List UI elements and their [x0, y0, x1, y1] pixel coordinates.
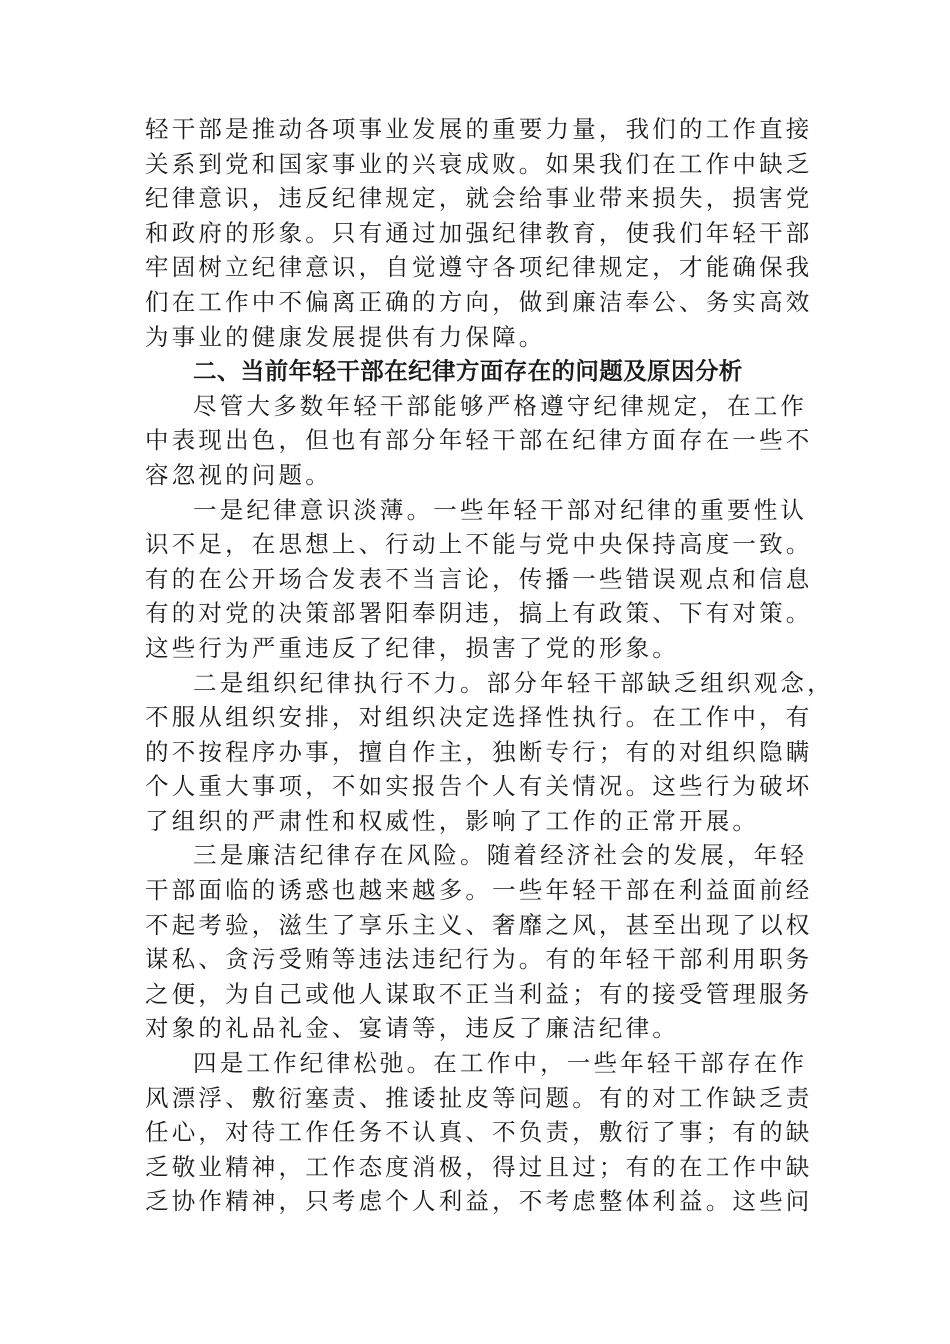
text-line: 风漂浮、敷衍塞责、推诿扯皮等问题。有的对工作缺乏责: [145, 1083, 813, 1112]
text-line: 容忽视的问题。: [145, 460, 332, 489]
text-line: 纪律意识，违反纪律规定，就会给事业带来损失，损害党: [145, 184, 813, 213]
text-line: 任心，对待工作任务不认真、不负责，敷衍了事；有的缺: [145, 1118, 813, 1147]
section-heading: 二、当前年轻干部在纪律方面存在的问题及原因分析: [193, 357, 743, 386]
paragraph-first-line: 尽管大多数年轻干部能够严格遵守纪律规定，在工作: [193, 391, 808, 420]
paragraph-first-line: 一是纪律意识淡薄。一些年轻干部对纪律的重要性认: [193, 495, 808, 524]
document-body: [145, 112, 834, 1219]
text-line: 有的对党的决策部署阳奉阴违，搞上有政策、下有对策。: [145, 599, 813, 628]
text-line: 乏敬业精神，工作态度消极，得过且过；有的在工作中缺: [145, 1152, 813, 1181]
text-line: 关系到党和国家事业的兴衰成败。如果我们在工作中缺乏: [145, 149, 813, 178]
text-line: 不服从组织安排，对组织决定选择性执行。在工作中，有: [145, 703, 813, 732]
text-line: 牢固树立纪律意识，自觉遵守各项纪律规定，才能确保我: [145, 253, 813, 282]
text-line: 识不足，在思想上、行动上不能与党中央保持高度一致。: [145, 530, 813, 559]
text-line: 和政府的形象。只有通过加强纪律教育，使我们年轻干部: [145, 218, 813, 247]
text-line: 乏协作精神，只考虑个人利益，不考虑整体利益。这些问: [145, 1187, 813, 1216]
text-line: 谋私、贪污受贿等违法违纪行为。有的年轻干部利用职务: [145, 945, 813, 974]
text-line: 为事业的健康发展提供有力保障。: [145, 322, 546, 351]
text-line: 轻干部是推动各项事业发展的重要力量，我们的工作直接: [145, 115, 813, 143]
text-line: 这些行为严重违反了纪律，损害了党的形象。: [145, 633, 679, 662]
text-line: 有的在公开场合发表不当言论，传播一些错误观点和信息: [145, 564, 813, 593]
paragraph-first-line: 四是工作纪律松弛。在工作中，一些年轻干部存在作: [193, 1049, 808, 1078]
text-line: 不起考验，滋生了享乐主义、奢靡之风，甚至出现了以权: [145, 910, 813, 939]
text-line: 们在工作中不偏离正确的方向，做到廉洁奉公、务实高效: [145, 287, 813, 316]
text-line: 的不按程序办事，擅自作主，独断专行；有的对组织隐瞒: [145, 737, 813, 766]
text-line: 中表现出色，但也有部分年轻干部在纪律方面存在一些不: [145, 426, 813, 455]
text-line: 个人重大事项，不如实报告个人有关情况。这些行为破坏: [145, 772, 813, 801]
text-line: 对象的礼品礼金、宴请等，违反了廉洁纪律。: [145, 1014, 679, 1043]
text-line: 了组织的严肃性和权威性，影响了工作的正常开展。: [145, 806, 760, 835]
text-line: 之便，为自己或他人谋取不正当利益；有的接受管理服务: [145, 979, 813, 1008]
paragraph-first-line: 三是廉洁纪律存在风险。随着经济社会的发展，年轻: [193, 841, 808, 870]
paragraph-first-line: 二是组织纪律执行不力。部分年轻干部缺乏组织观念，: [193, 668, 834, 697]
text-line: 干部面临的诱惑也越来越多。一些年轻干部在利益面前经: [145, 876, 813, 905]
